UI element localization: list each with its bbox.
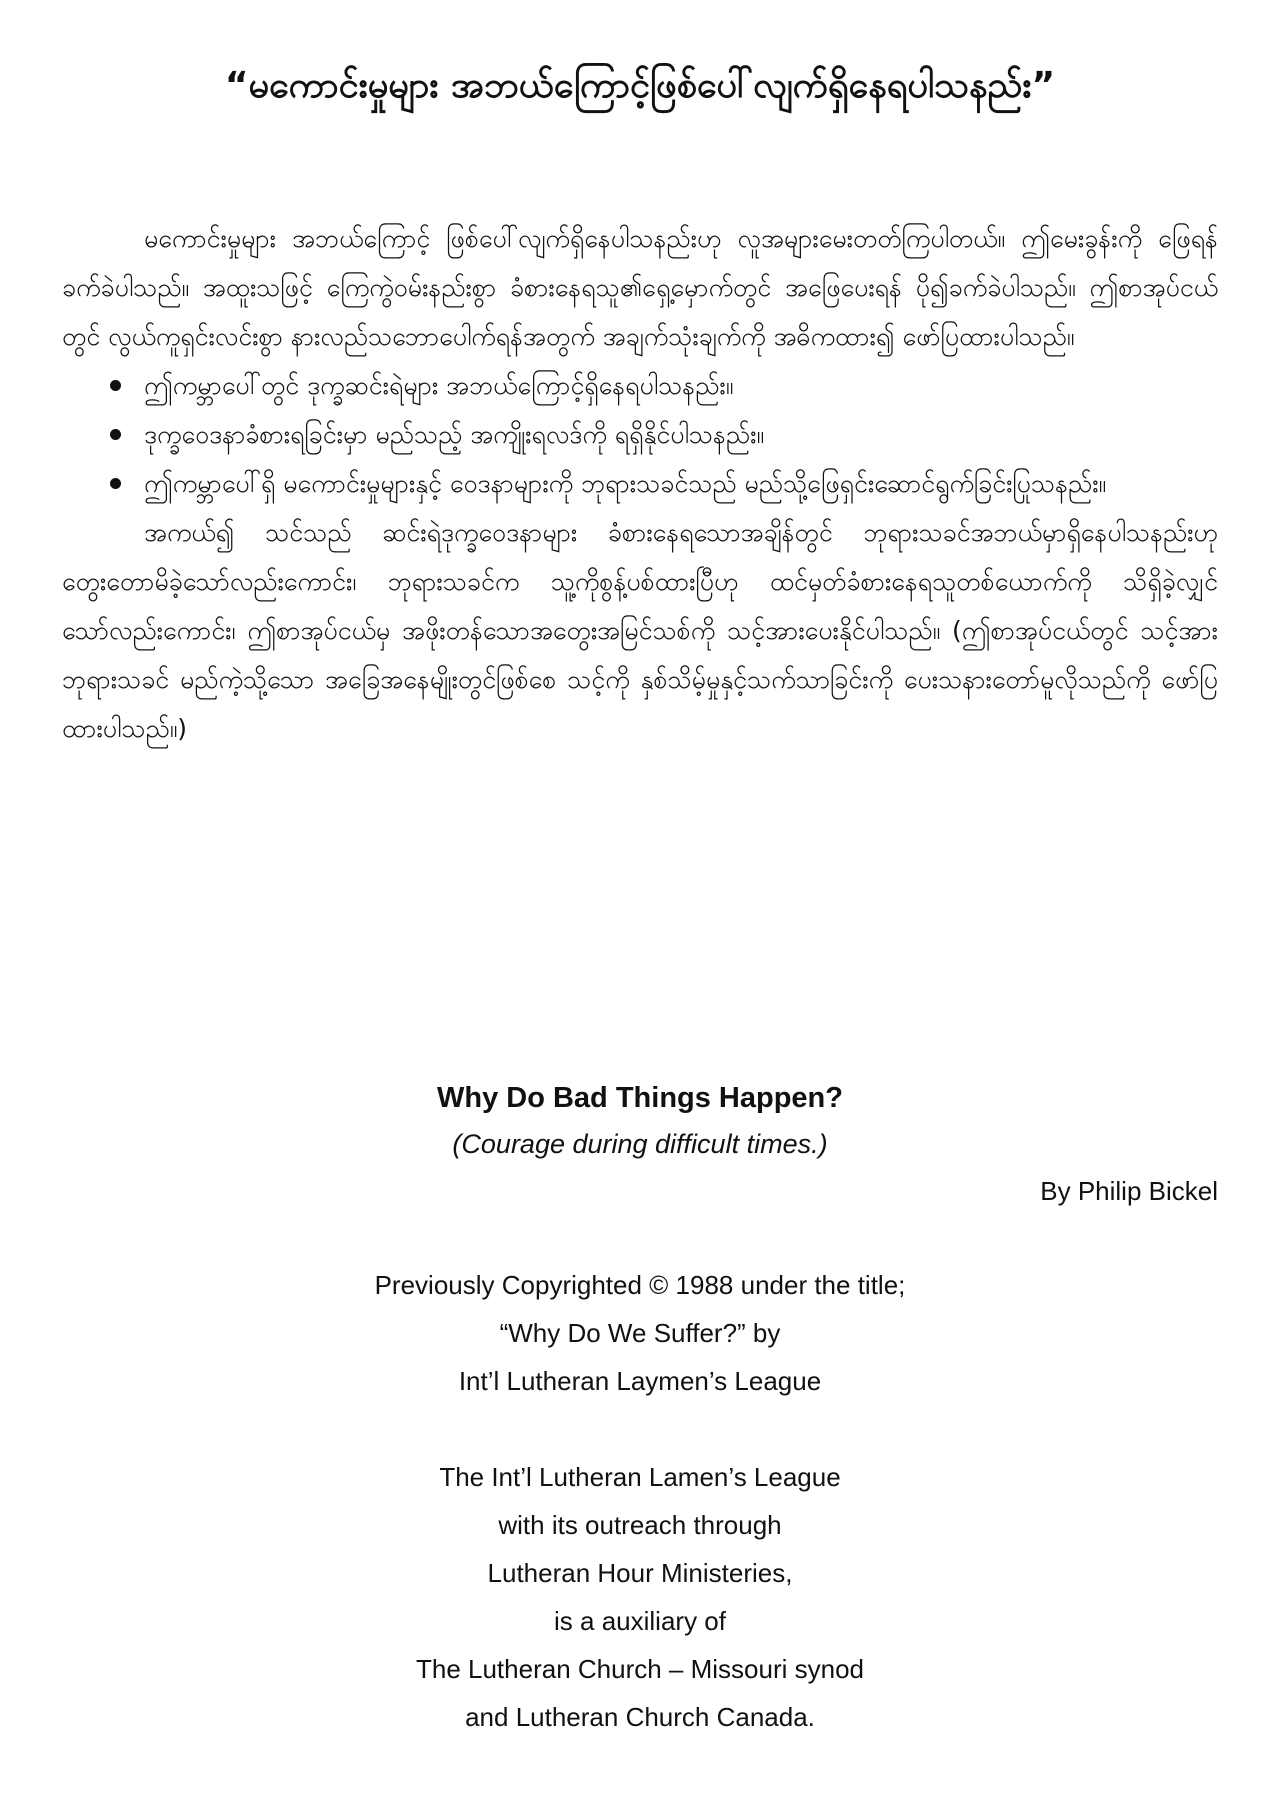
key-point-item — [62, 361, 1218, 410]
publisher-line: with its outreach through — [498, 1510, 782, 1540]
key-point-text: ဤကမ္ဘာပေါ်တွင် ဒုက္ခဆင်းရဲများ အဘယ်ကြောင့်ရှိနေရပါသနည်း။ — [144, 371, 734, 400]
publisher-line: is a auxiliary of — [554, 1606, 726, 1636]
copyright-notice — [62, 1261, 1218, 1405]
closing-paragraph: အကယ်၍ သင်သည် ဆင်းရဲဒုက္ခဝေဒနာများ ခံစားနေရသောအချိန်တွင် ဘုရားသခင်အဘယ်မှာရှိနေပါသနည်းဟု တွေးတောမိခဲ့သော်လည်းကောင်း၊ ဘုရားသခင်က သူ့ကိုစွန့်ပစ်ထားပြီဟု ထင်မှတ်ခံစားနေရသူတစ်ယောက်ကို သိရှိခဲ့လျှင်သော်လည်းကောင်း၊ ဤစာအုပ်ငယ်မှ အဖိုးတန်သောအတွေးအမြင်သစ်ကို သင့်အားပေးနိုင်ပါသည်။ (ဤစာအုပ်ငယ်တွင် သင့်အား ဘုရားသခင် မည်ကဲ့သို့သော အခြေအနေမျိုးတွင်ဖြစ်စေ သင့်ကို နှစ်သိမ့်မှုနှင့်သက်သာခြင်းကို ပေးသနားတော်မူလိုသည်ကို ဖော်ပြထားပါသည်။) — [62, 518, 1218, 743]
key-point-item — [62, 410, 1218, 459]
publisher-notice — [62, 1453, 1218, 1741]
author-line: By Philip Bickel — [1040, 1176, 1218, 1206]
key-point-text: ဤကမ္ဘာပေါ်ရှိ မကောင်းမှုများနှင့် ဝေဒနာများကို ဘုရားသခင်သည် မည်သို့ဖြေရှင်းဆောင်ရွက်ခြင်းပြုသနည်း။ — [144, 469, 1107, 498]
copyright-line: “Why Do We Suffer?” by — [499, 1318, 781, 1348]
english-subtitle: (Courage during difficult times.) — [452, 1129, 828, 1159]
key-point-item — [62, 459, 1218, 508]
key-point-text: ဒုက္ခဝေဒနာခံစားရခြင်းမှာ မည်သည့် အကျိုးရလဒ်ကို ရရှိနိုင်ပါသနည်း။ — [144, 420, 765, 449]
myanmar-body — [62, 214, 1218, 753]
english-title: Why Do Bad Things Happen? — [437, 1082, 843, 1114]
intro-paragraph: မကောင်းမှုများ အဘယ်ကြောင့် ဖြစ်ပေါ်လျက်ရှိနေပါသနည်းဟု လူအများမေးတတ်ကြပါတယ်။ ဤမေးခွန်းကို ဖြေရန်ခက်ခဲပါသည်။ အထူးသဖြင့် ကြေကွဲဝမ်းနည်းစွာ ခံစားနေရသူ၏ရှေ့မှောက်တွင် အဖြေပေးရန် ပို၍ခက်ခဲပါသည်။ ဤစာအုပ်ငယ်တွင် လွယ်ကူရှင်းလင်းစွာ နားလည်သဘောပေါက်ရန်အတွက် အချက်သုံးချက်ကို အဓိကထား၍ ဖော်ပြထားပါသည်။ — [62, 224, 1218, 351]
publisher-line: and Lutheran Church Canada. — [465, 1702, 815, 1732]
copyright-line: Previously Copyrighted © 1988 under the title; — [374, 1270, 906, 1300]
myanmar-title: “မကောင်းမှုများ အဘယ်ကြောင့်ဖြစ်ပေါ်လျက်ရှိနေရပါသနည်း” — [224, 65, 1056, 106]
publisher-line: The Int’l Lutheran Lamen’s League — [439, 1462, 841, 1492]
key-points-list — [62, 361, 1218, 508]
bullet-icon — [110, 429, 121, 440]
publisher-line: The Lutheran Church – Missouri synod — [415, 1654, 864, 1684]
publisher-line: Lutheran Hour Ministeries, — [487, 1558, 793, 1588]
copyright-line: Int’l Lutheran Laymen’s League — [458, 1366, 822, 1396]
bullet-icon — [110, 380, 121, 391]
english-credits — [62, 1075, 1218, 1741]
bullet-icon — [110, 478, 121, 489]
